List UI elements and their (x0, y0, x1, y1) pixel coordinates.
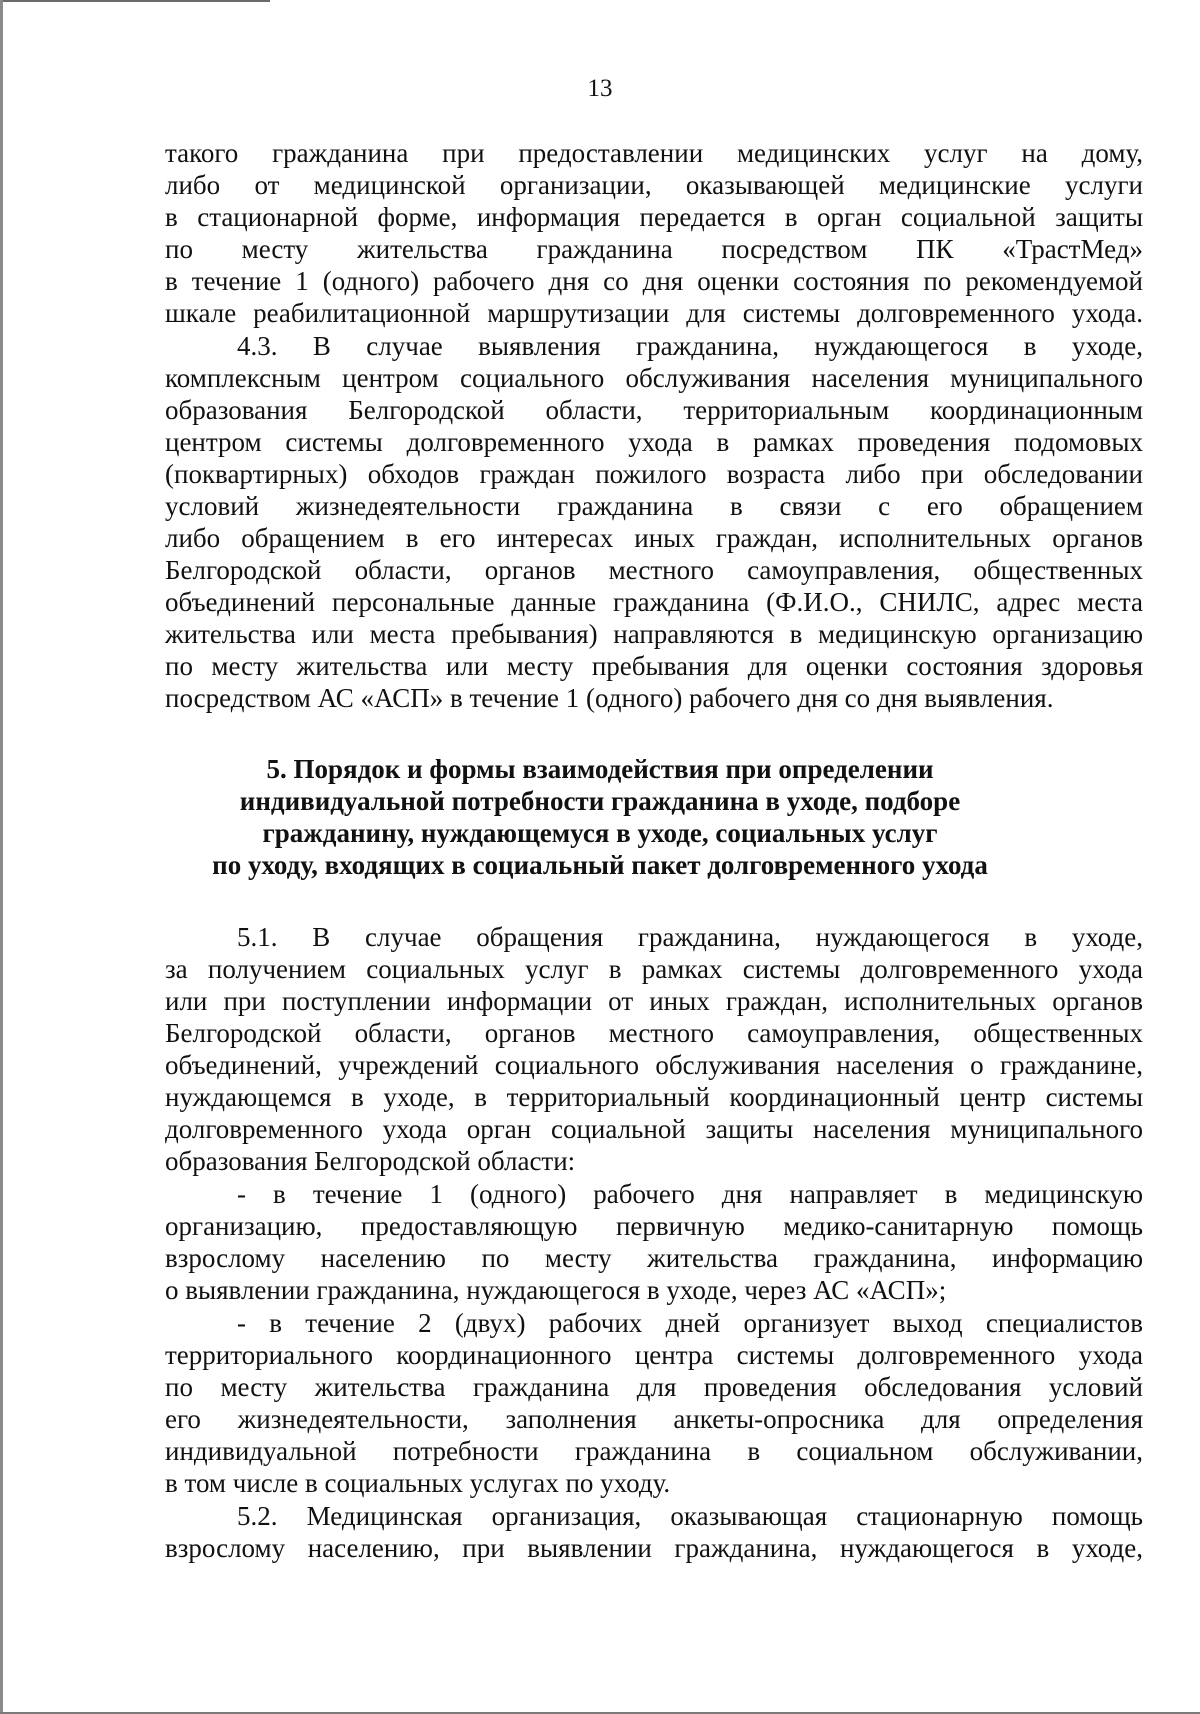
section-heading: индивидуальной потребности гражданина в уходе, подборе (239, 786, 961, 816)
text-line: (поквартирных) обходов граждан пожилого возраста либо при обследовании (165, 459, 1143, 489)
text-line: либо от медицинской организации, оказывающей медицинские услуги (165, 170, 1143, 200)
section-heading: по уходу, входящих в социальный пакет долговременного ухода (212, 850, 988, 880)
text-line: в том числе в социальных услугах по уходу. (165, 1468, 671, 1498)
text-line: - в течение 2 (двух) рабочих дней организует выход специалистов (237, 1308, 1143, 1338)
text-line: взрослому населению, при выявлении гражданина, нуждающегося в уходе, (165, 1533, 1143, 1563)
text-line: по месту жительства гражданина для проведения обследования условий (165, 1372, 1143, 1402)
text-line: по месту жительства или месту пребывания для оценки состояния здоровья (165, 651, 1143, 681)
section-heading: 5. Порядок и формы взаимодействия при определении (266, 754, 934, 784)
text-line: в стационарной форме, информация передается в орган социальной защиты (165, 202, 1143, 232)
scan-edge-top (0, 0, 270, 2)
text-line: либо обращением в его интересах иных граждан, исполнительных органов (165, 523, 1143, 553)
text-line: объединений персональные данные гражданина (Ф.И.О., СНИЛС, адрес места (165, 587, 1143, 617)
page-number: 13 (587, 75, 613, 102)
text-line: условий жизнедеятельности гражданина в связи с его обращением (165, 491, 1143, 521)
text-line: индивидуальной потребности гражданина в социальном обслуживании, (165, 1436, 1143, 1466)
text-line: о выявлении гражданина, нуждающегося в уходе, через АС «АСП»; (165, 1275, 947, 1305)
text-line: центром системы долговременного ухода в рамках проведения подомовых (165, 427, 1143, 457)
text-line: посредством АС «АСП» в течение 1 (одного) рабочего дня со дня выявления. (165, 683, 1054, 713)
text-line: или при поступлении информации от иных граждан, исполнительных органов (165, 986, 1143, 1016)
text-line: - в течение 1 (одного) рабочего дня направляет в медицинскую (237, 1179, 1143, 1209)
section-heading: гражданину, нуждающемуся в уходе, социальных услуг (262, 818, 938, 848)
text-line: долговременного ухода орган социальной защиты населения муниципального (165, 1114, 1143, 1144)
text-line: жительства или места пребывания) направляются в медицинскую организацию (165, 619, 1143, 649)
text-line: образования Белгородской области: (165, 1146, 576, 1176)
text-line: 5.2. Медицинская организация, оказывающая стационарную помощь (237, 1501, 1143, 1531)
text-line: по месту жительства гражданина посредством ПК «ТрастМед» (165, 234, 1143, 264)
text-line: организацию, предоставляющую первичную медико-санитарную помощь (165, 1211, 1143, 1241)
text-line: 5.1. В случае обращения гражданина, нуждающегося в уходе, (237, 922, 1143, 952)
text-line: за получением социальных услуг в рамках системы долговременного ухода (165, 954, 1143, 984)
text-line: объединений, учреждений социального обслуживания населения о гражданине, (165, 1050, 1143, 1080)
text-line: образования Белгородской области, территориальным координационным (165, 395, 1143, 425)
text-line: Белгородской области, органов местного самоуправления, общественных (165, 555, 1143, 585)
text-line: 4.3. В случае выявления гражданина, нуждающегося в уходе, (237, 331, 1143, 361)
text-line: в течение 1 (одного) рабочего дня со дня оценки состояния по рекомендуемой (165, 266, 1143, 296)
text-line: комплексным центром социального обслуживания населения муниципального (165, 363, 1143, 393)
text-line: Белгородской области, органов местного самоуправления, общественных (165, 1018, 1143, 1048)
text-line: территориального координационного центра системы долговременного ухода (165, 1340, 1143, 1370)
text-line: нуждающемся в уходе, в территориальный координационный центр системы (165, 1082, 1143, 1112)
text-line: такого гражданина при предоставлении медицинских услуг на дому, (165, 138, 1143, 168)
text-line: взрослому населению по месту жительства гражданина, информацию (165, 1243, 1143, 1273)
text-line: его жизнедеятельности, заполнения анкеты-опросника для определения (165, 1404, 1143, 1434)
text-line: шкале реабилитационной маршрутизации для системы долговременного ухода. (165, 298, 1143, 328)
